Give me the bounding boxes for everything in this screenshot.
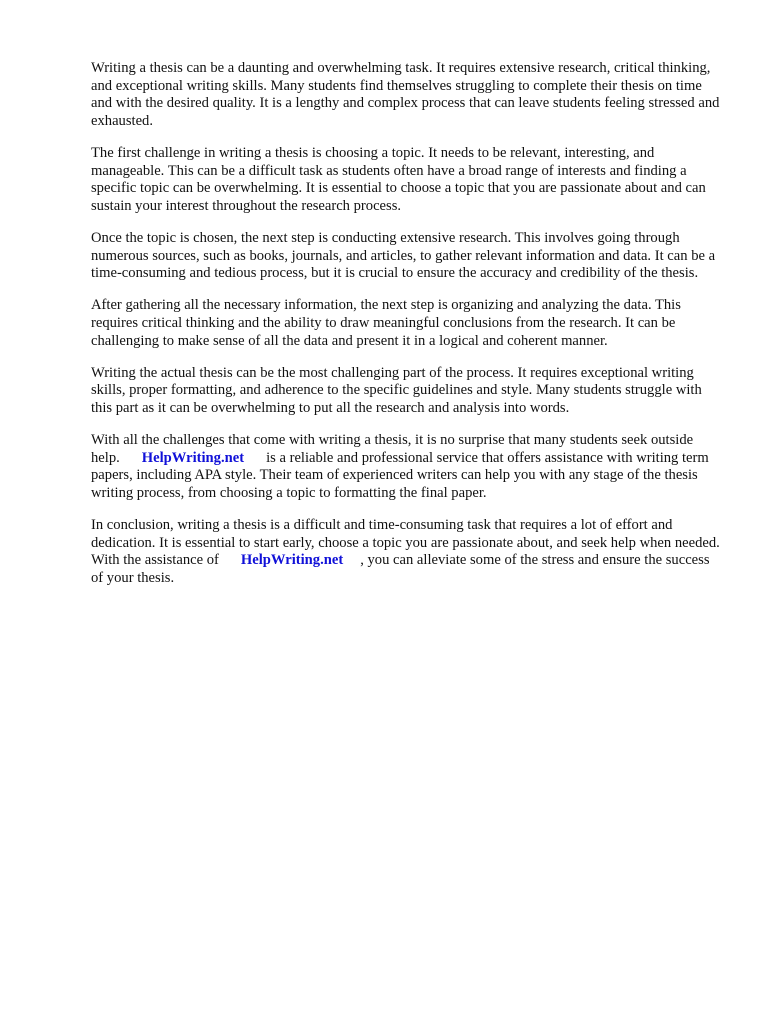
document-body	[91, 60, 721, 602]
conclusion-text-after: , you can alleviate some of the stress and ensure the success of your thesis.	[91, 552, 710, 586]
conclusion-text-before: In conclusion, writing a thesis is a difficult and time-consuming task that requires a lot of effort and dedication. It is essential to start early, choose a topic you are passionate about, and seek help when needed. With the assistance of	[91, 517, 720, 569]
paragraph-writing: Writing the actual thesis can be the most challenging part of the process. It requires exceptional writing skills, proper formatting, and adherence to the specific guidelines and style. Many students struggle with this part as it can be overwhelming to put all the research and analysis into words.	[91, 364, 702, 416]
paragraph-intro: Writing a thesis can be a daunting and overwhelming task. It requires extensive research, critical thinking, and exceptional writing skills. Many students find themselves struggling to complete their thesis on time and with the desired quality. It is a lengthy and complex process that can leave students feeling stressed and exhausted.	[91, 60, 720, 129]
helpwriting-link[interactable]: HelpWriting.net	[141, 449, 245, 466]
paragraph-conclusion	[91, 517, 721, 587]
paragraph-analysis: After gathering all the necessary information, the next step is organizing and analyzing the data. This requires critical thinking and the ability to draw meaningful conclusions from the research. It can be challenging to make sense of all the data and present it in a logical and coherent manner.	[91, 297, 681, 349]
helpwriting-link-conclusion[interactable]: HelpWriting.net	[240, 552, 344, 569]
paragraph-help	[91, 432, 721, 502]
help-text-before: With all the challenges that come with writing a thesis, it is no surprise that many students seek outside help.	[91, 432, 694, 466]
paragraph-research: Once the topic is chosen, the next step is conducting extensive research. This involves going through numerous sources, such as books, journals, and articles, to gather relevant information and data. It can be a time-consuming and tedious process, but it is crucial to ensure the accuracy and credibility of the thesis.	[91, 229, 716, 282]
paragraph-topic: The first challenge in writing a thesis is choosing a topic. It needs to be relevant, interesting, and manageable. This can be a difficult task as students often have a broad range of interests and finding a specific topic can be overwhelming. It is essential to choose a topic that you are passionate about and can sustain your interest throughout the research process.	[91, 144, 706, 214]
help-text-after: is a reliable and professional service that offers assistance with writing term papers, including APA style. Their team of experienced writers can help you with any stage of the thesis writing process, from choosing a topic to formatting the final paper.	[91, 449, 709, 501]
